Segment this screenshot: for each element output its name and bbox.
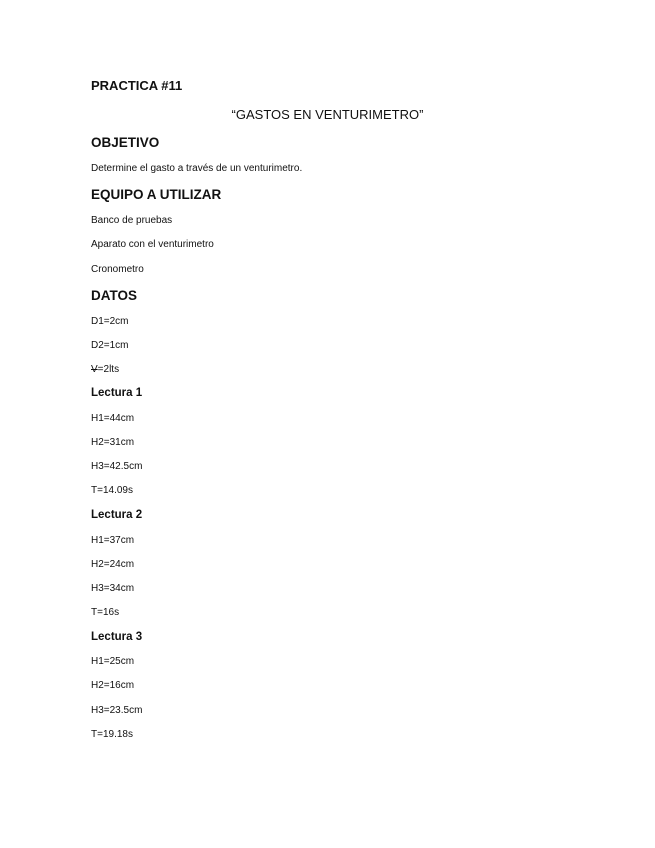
- reading-3-heading: Lectura 3: [91, 631, 143, 643]
- reading-2-heading: Lectura 2: [91, 509, 143, 521]
- volume-symbol: V: [91, 364, 98, 375]
- volume-value: =2lts: [97, 364, 120, 375]
- equipment-heading: EQUIPO A UTILIZAR: [91, 187, 222, 202]
- practice-label: PRACTICA #11: [91, 78, 183, 93]
- reading-1-h3: H3=42.5cm: [91, 461, 143, 472]
- reading-1-h2: H2=31cm: [91, 437, 135, 448]
- reading-2-h3: H3=34cm: [91, 583, 135, 594]
- reading-1-h1: H1=44cm: [91, 413, 135, 424]
- reading-3-h1: H1=25cm: [91, 656, 135, 667]
- objective-heading: OBJETIVO: [91, 135, 160, 150]
- reading-2-h2: H2=24cm: [91, 559, 135, 570]
- objective-text: Determine el gasto a través de un venturimetro.: [91, 163, 303, 174]
- reading-1-t: T=14.09s: [91, 485, 133, 496]
- reading-3-h2: H2=16cm: [91, 680, 135, 691]
- document-title: “GASTOS EN VENTURIMETRO”: [231, 107, 424, 122]
- data-volume: [91, 364, 119, 375]
- reading-2-t: T=16s: [91, 607, 120, 618]
- reading-3-t: T=19.18s: [91, 729, 133, 740]
- data-d1: D1=2cm: [91, 316, 129, 327]
- equipment-item: Banco de pruebas: [91, 215, 173, 226]
- equipment-item: Cronometro: [91, 264, 144, 275]
- data-d2: D2=1cm: [91, 340, 129, 351]
- reading-1-heading: Lectura 1: [91, 387, 143, 399]
- data-heading: DATOS: [91, 288, 138, 303]
- reading-3-h3: H3=23.5cm: [91, 705, 143, 716]
- equipment-item: Aparato con el venturimetro: [91, 239, 214, 250]
- reading-2-h1: H1=37cm: [91, 535, 135, 546]
